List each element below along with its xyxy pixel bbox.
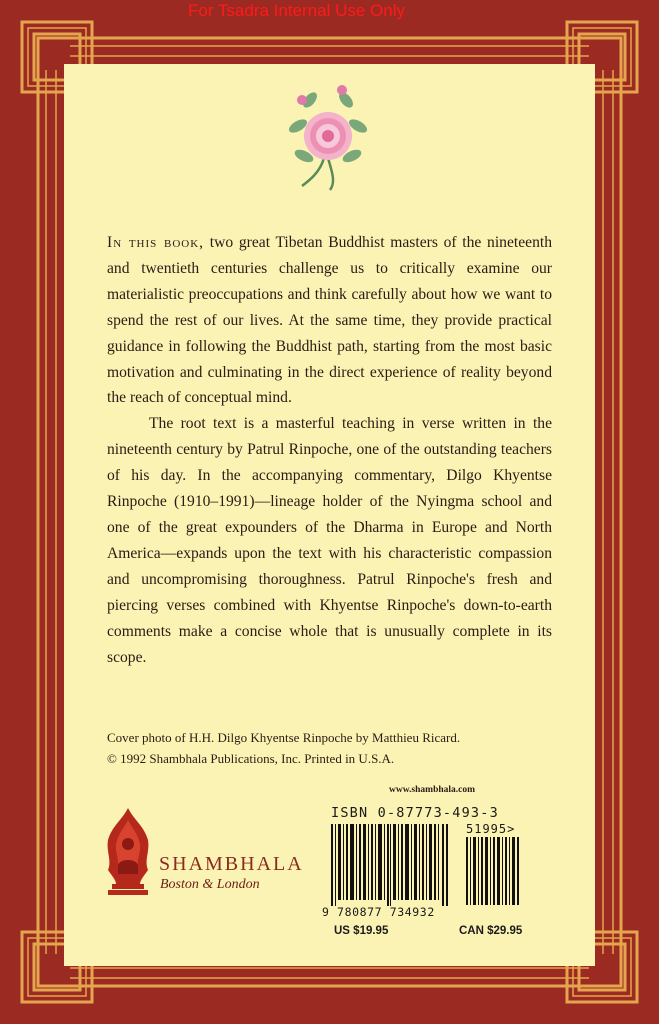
publisher-website: www.shambhala.com: [389, 785, 476, 795]
back-cover-blurb: [107, 230, 552, 670]
copyright-line: © 1992 Shambhala Publications, Inc. Printed in U.S.A.: [107, 751, 395, 766]
isbn-number: ISBN 0-87773-493-3: [331, 805, 499, 821]
isbn-barcode: [331, 824, 449, 906]
credits: [107, 727, 567, 769]
blurb-paragraph-1-text: two great Tibetan Buddhist masters of the nineteenth and twentieth centuries challenge us to critically examine our materialistic preoccupations and think carefully about how we want to spend the rest of our lives. At the same time, they provide practical guidance in following the Buddhist path, starting from the most basic motivation and culminating in the direct experience of reality beyond the reach of conceptual mind.: [107, 234, 552, 407]
lotus-flower-icon: [280, 80, 376, 196]
photo-credit: Cover photo of H.H. Dilgo Khyentse Rinpoche by Matthieu Ricard.: [107, 730, 461, 745]
canadian-price: CAN $29.95: [459, 925, 523, 937]
ean-digits: 9 780877 734932: [322, 905, 435, 919]
blurb-paragraph-1: [107, 230, 552, 411]
internal-use-watermark: For Tsadra Internal Use Only: [188, 1, 405, 20]
barcode-supplement-code: 51995>: [466, 822, 516, 836]
price-supplement-barcode: [466, 837, 522, 905]
blurb-lead-in: In this book,: [107, 234, 205, 251]
blurb-paragraph-2: The root text is a masterful teaching in verse written in the nineteenth century by Patrul Rinpoche, one of the outstanding teachers of his day. In the accompanying commentary, Dilgo Khyentse Rinpoche (1910–1991)—lineage holder of the Nyingma school and one of the great expounders of the Dharma in Europe and North America—expands upon the text with his characteristic compassion and uncompromising thoroughness. Patrul Rinpoche's fresh and piercing verses combined with Khyentse Rinpoche's down-to-earth comments make a concise whole that is unusually complete in its scope.: [107, 415, 552, 666]
publisher-cities: Boston & London: [160, 877, 260, 892]
shambhala-logo-icon: [104, 806, 152, 898]
publisher-name: SHAMBHALA: [159, 853, 304, 875]
us-price: US $19.95: [334, 925, 389, 937]
